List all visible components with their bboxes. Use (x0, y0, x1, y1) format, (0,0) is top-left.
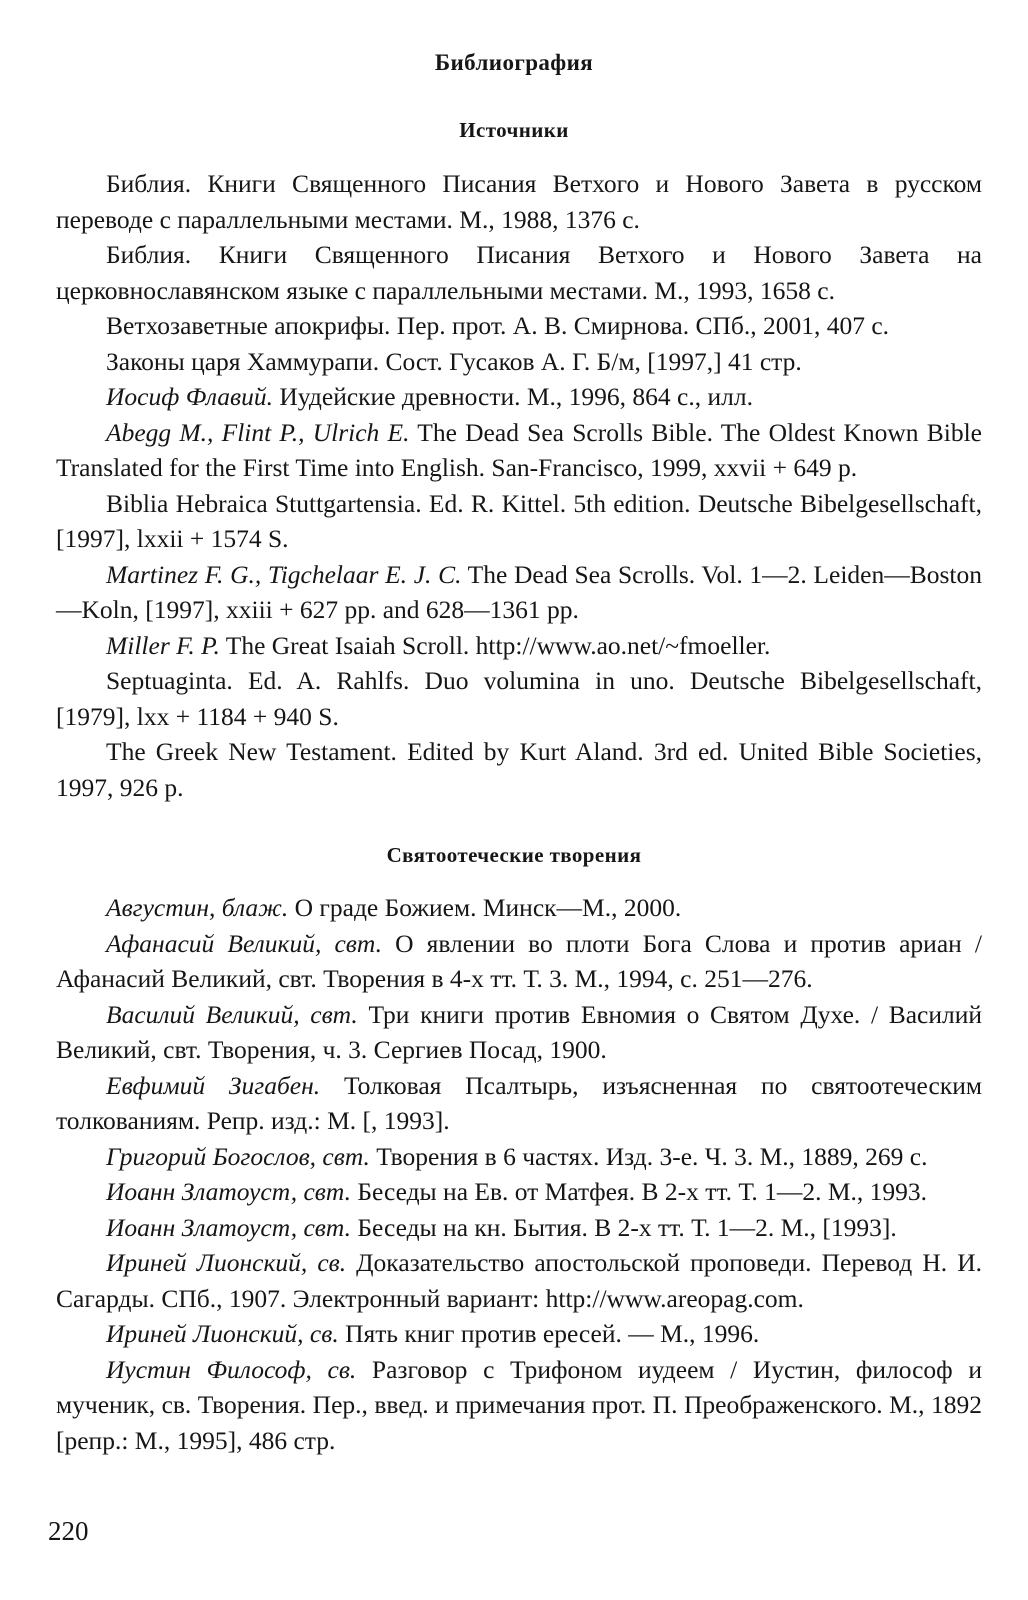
entry-author: Иоанн Златоуст, свт. (106, 1212, 351, 1242)
entry-text: Septuaginta. Ed. A. Rahlfs. Duo volumina in uno. Deutsche Bibelgesellschaft, [1979], lxx + 1184 + 940 S. (56, 666, 982, 731)
bibliography-entry (56, 1174, 982, 1210)
entry-author: Abegg M., Flint P., Ulrich E. (106, 417, 410, 447)
entry-text: Беседы на кн. Бытия. В 2-х тт. Т. 1—2. М., [1993]. (350, 1212, 897, 1242)
entry-author: Августин, блаж. (106, 893, 289, 922)
entry-text: Пять книг против ересей. — М., 1996. (338, 1319, 760, 1348)
entry-text: О граде Божием. Минск—М., 2000. (288, 893, 682, 922)
bibliography-entry (56, 1352, 982, 1459)
entry-text: The Greek New Testament. Edited by Kurt Aland. 3rd ed. United Bible Societies, 1997, 926 p. (56, 737, 982, 802)
entry-text: Три книги против Евномия о Святом Духе. / Василий Великий, свт. Творения, ч. 3. Сергиев Посад, 1900. (56, 999, 983, 1064)
entry-text: Творения в 6 частях. Изд. 3-е. Ч. 3. М., 1889, 269 с. (369, 1141, 928, 1171)
entry-author: Иустин Философ, св. (106, 1354, 357, 1384)
page-number: 220 (48, 1516, 89, 1546)
bibliography-entry (56, 997, 982, 1068)
entry-author: Афанасий Великий, свт. (106, 928, 382, 958)
section-title-church-fathers: Святоотеческие творения (386, 843, 642, 867)
bibliography-entry (56, 1068, 982, 1139)
entry-text: Biblia Hebraica Stuttgartensia. Ed. R. Kittel. 5th edition. Deutsche Bibelgesellschaft, [1997], lxxii + 1574 S. (56, 488, 982, 553)
bibliography-entry (56, 1210, 982, 1246)
entry-text: Беседы на Ев. от Матфея. В 2-х тт. Т. 1—2. М., 1993. (350, 1177, 928, 1206)
entry-text: Законы царя Хаммурапи. Сост. Гусаков А. Г. Б/м, [1997,] 41 стр. (106, 346, 802, 376)
entry-text: Разговор с Трифоном иудеем / Иустин, философ и мученик, св. Творения. Пер., введ. и примечания прот. П. Преображенского. М., 1892 [репр.: М., 1995], 486 стр. (56, 1354, 982, 1455)
entry-text: О явлении во плоти Бога Слова и против ариан / Афанасий Великий, свт. Творения в 4-х тт. Т. 3. М., 1994, с. 251—276. (56, 928, 983, 993)
bibliography-entry (56, 628, 982, 664)
entry-text: Библия. Книги Священного Писания Ветхого и Нового Завета на церковнославянском языке с параллельными местами. М., 1993, 1658 с. (56, 240, 982, 305)
bibliography-entry (56, 663, 982, 734)
bibliography-entry (56, 415, 982, 486)
entry-author: Василий Великий, свт. (106, 999, 358, 1029)
entry-text: Библия. Книги Священного Писания Ветхого и Нового Завета в русском переводе с параллельными местами. М., 1988, 1376 с. (56, 169, 982, 234)
entry-author: Евфимий Зигабен. (106, 1070, 321, 1100)
bibliography-entry (56, 890, 982, 926)
entry-text: The Dead Sea Scrolls Bible. The Oldest Known Bible Translated for the First Time into English. San-Francisco, 1999, xxvii + 649 p. (56, 417, 982, 482)
bibliography-entry (56, 308, 982, 344)
bibliography-entry (56, 926, 982, 997)
entry-text: Доказательство апостольской проповеди. Перевод Н. И. Сагарды. СПб., 1907. Электронный вариант: http://www.areopag.com. (56, 1248, 982, 1313)
bibliography-entry (56, 237, 982, 308)
bibliography-entry (56, 1245, 982, 1316)
bibliography-entry (56, 557, 982, 628)
page-title: Библиография (434, 50, 594, 75)
bibliography-entry (56, 344, 982, 380)
entry-text: Толковая Псалтырь, изъясненная по святоотеческим толкованиям. Репр. изд.: М. [, 1993]. (56, 1070, 982, 1135)
entry-text: The Great Isaiah Scroll. http://www.ao.net/~fmoeller. (219, 630, 771, 660)
entry-author: Ириней Лионский, св. (106, 1248, 347, 1277)
entry-text: Ветхозаветные апокрифы. Пер. прот. А. В. Смирнова. СПб., 2001, 407 с. (106, 311, 890, 340)
entry-author: Григорий Богослов, свт. (106, 1141, 370, 1171)
entry-text: The Dead Sea Scrolls. Vol. 1—2. Leiden—Boston—Koln, [1997], xxiii + 627 pp. and 628—1361 pp. (56, 559, 982, 624)
bibliography-entry (56, 379, 982, 415)
entry-author: Miller F. P. (106, 630, 220, 660)
entry-text: Иудейские древности. М., 1996, 864 с., илл. (272, 382, 753, 411)
entry-author: Иоанн Златоуст, свт. (106, 1177, 351, 1206)
church-fathers-list (56, 890, 982, 1458)
bibliography-entry (56, 734, 982, 805)
section-title-sources: Источники (459, 118, 569, 142)
bibliography-entry (56, 486, 982, 557)
entry-author: Martinez F. G., Tigchelaar E. J. C. (106, 559, 462, 589)
entry-author: Иосиф Флавий. (106, 382, 273, 411)
bibliography-entry (56, 166, 982, 237)
sources-list (56, 166, 982, 805)
entry-author: Ириней Лионский, св. (106, 1319, 339, 1348)
bibliography-entry (56, 1316, 982, 1352)
bibliography-entry (56, 1139, 982, 1175)
